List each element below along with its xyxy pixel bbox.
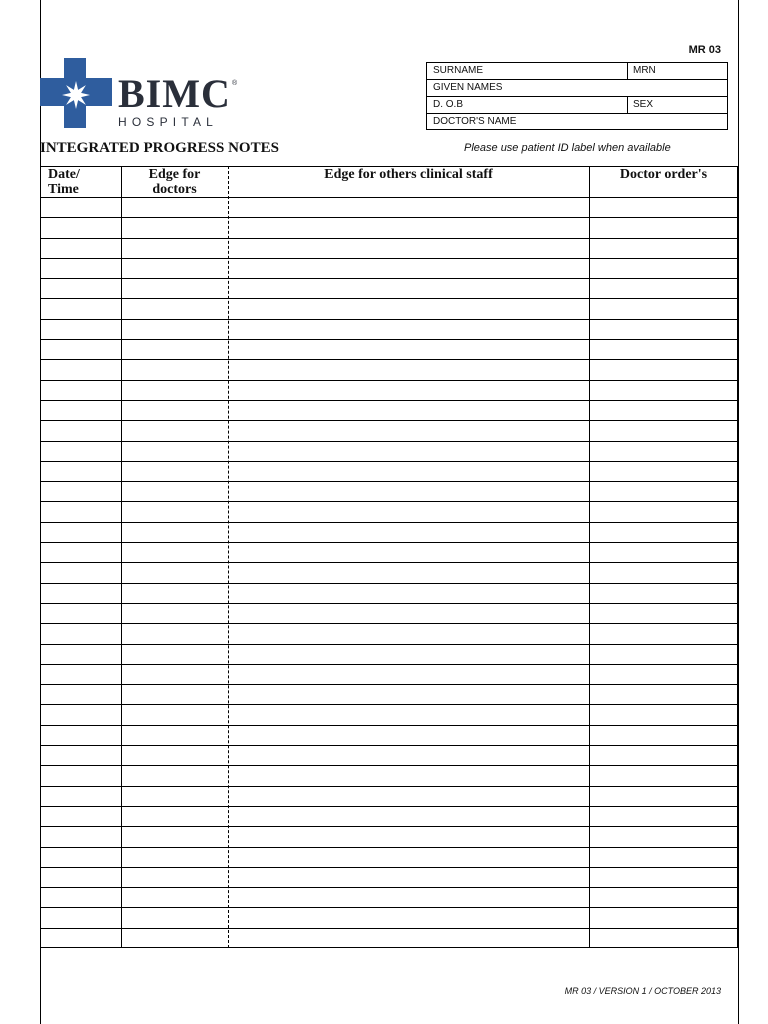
table-row-line	[40, 197, 738, 198]
table-row-line	[40, 583, 738, 584]
header-date-time	[48, 167, 80, 197]
given-names-field[interactable]: GIVEN NAMES	[433, 82, 503, 93]
header-doctors	[121, 167, 228, 197]
logo-star-shape	[62, 81, 90, 109]
dob-field[interactable]: D. O.B	[433, 99, 464, 110]
table-row-line	[40, 684, 738, 685]
table-row-line	[40, 501, 738, 502]
logo-registered-mark: ®	[232, 80, 238, 87]
id-row-dob	[427, 97, 727, 114]
table-row-line	[40, 745, 738, 746]
table-row-line	[40, 380, 738, 381]
table-row-line	[40, 623, 738, 624]
patient-id-box	[426, 62, 728, 130]
column-divider	[121, 166, 122, 948]
id-row-given-names	[427, 80, 727, 97]
table-row-line	[40, 847, 738, 848]
table-row-line	[40, 907, 738, 908]
progress-notes-table	[40, 166, 738, 948]
table-row-line	[40, 704, 738, 705]
page-title: INTEGRATED PROGRESS NOTES	[40, 140, 279, 156]
logo-wordmark: BIMC	[118, 71, 231, 116]
table-row-line	[40, 278, 738, 279]
form-version-footer: MR 03 / VERSION 1 / OCTOBER 2013	[564, 986, 721, 996]
table-row-line	[40, 786, 738, 787]
table-row-line	[40, 806, 738, 807]
table-row-line	[40, 217, 738, 218]
header-clinical-staff: Edge for others clinical staff	[324, 167, 493, 182]
header-time-line: Time	[48, 182, 79, 197]
table-row-line	[40, 319, 738, 320]
table-row-line	[40, 339, 738, 340]
table-row-line	[40, 644, 738, 645]
table-row-line	[40, 400, 738, 401]
header-doctors-line1: Edge for	[148, 167, 201, 182]
doctors-name-field[interactable]: DOCTOR'S NAME	[433, 116, 517, 127]
table-row-line	[40, 887, 738, 888]
page-border-right	[738, 0, 739, 1024]
table-row-line	[40, 481, 738, 482]
id-row-surname	[427, 63, 727, 80]
table-row-line	[40, 928, 738, 929]
header-doctor-orders: Doctor order's	[619, 167, 708, 182]
table-row-line	[40, 441, 738, 442]
form-code: MR 03	[688, 44, 721, 56]
table-row-line	[40, 359, 738, 360]
table-row-line	[40, 603, 738, 604]
mrn-field[interactable]: MRN	[633, 65, 656, 76]
table-row-line	[40, 298, 738, 299]
table-row-line	[40, 522, 738, 523]
patient-label-hint: Please use patient ID label when available	[464, 142, 671, 154]
table-row-line	[40, 664, 738, 665]
sex-field[interactable]: SEX	[633, 99, 654, 110]
id-row-doctor	[427, 114, 727, 131]
table-row-line	[40, 765, 738, 766]
header-doctors-line2: doctors	[152, 182, 197, 197]
table-row-line	[40, 826, 738, 827]
surname-field[interactable]: SURNAME	[433, 65, 484, 76]
table-frame	[40, 166, 738, 948]
logo-subtitle: HOSPITAL	[118, 115, 219, 129]
table-row-line	[40, 461, 738, 462]
column-divider-dashed	[228, 166, 229, 948]
header-date-line: Date/	[48, 167, 80, 182]
column-divider	[589, 166, 590, 948]
table-row-line	[40, 725, 738, 726]
table-row-line	[40, 562, 738, 563]
table-row-line	[40, 238, 738, 239]
table-row-line	[40, 258, 738, 259]
table-row-line	[40, 420, 738, 421]
table-row-line	[40, 542, 738, 543]
table-row-line	[40, 867, 738, 868]
